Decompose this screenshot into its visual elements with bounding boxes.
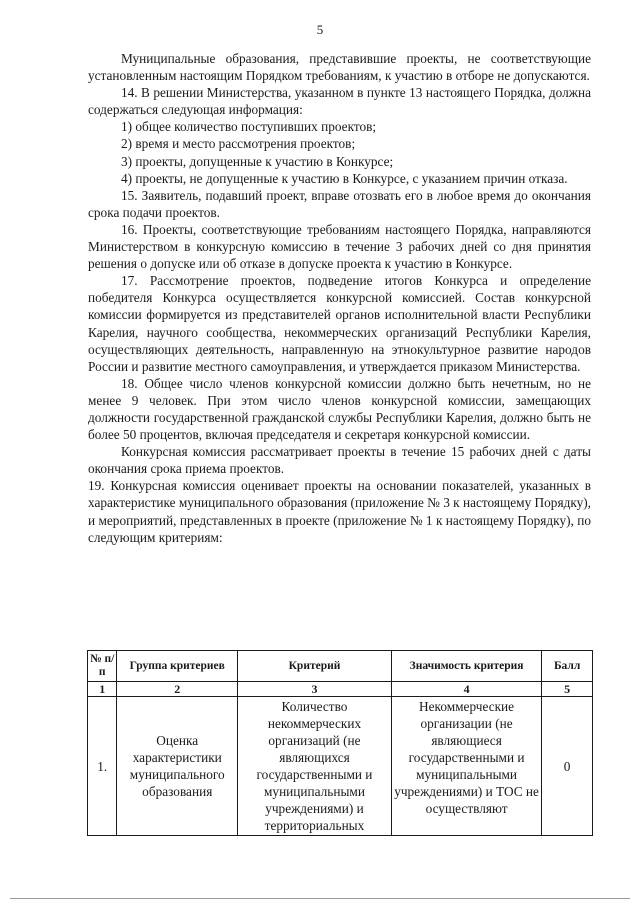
row-significance: Некоммерческие организации (не являющиеся государственными и муниципальными учреждениями) и ТОС не осуществляют (391, 697, 541, 836)
row-criterion: Количество некоммерческих организаций (не являющихся государственными и муниципальными учреждениями) и территориальных (238, 697, 392, 836)
row-criteria-group: Оценка характеристики муниципального образования (117, 697, 238, 836)
paragraph: 1) общее количество поступивших проектов; (121, 119, 377, 135)
column-number-row (88, 682, 593, 697)
paragraph: 18. Общее число членов конкурсной комиссии должно быть нечетным, но не менее 9 человек. При этом число членов конкурсной комиссии, замещающих должности государственной гражданской службы Республики Карелия, должно быть не более 50 процентов, включая председателя и секретаря конкурсной комиссии. (88, 375, 591, 443)
header-criterion: Критерий (238, 651, 392, 682)
column-number: 5 (542, 682, 593, 697)
paragraph: 16. Проекты, соответствующие требованиям настоящего Порядка, направляются Министерством в конкурсную комиссию в течение 3 рабочих дней со дня принятия решения о допуске или об отказе в допуске проекта к участию в Конкурсе. (88, 221, 591, 272)
column-number: 4 (391, 682, 541, 697)
header-number: № п/п (88, 651, 117, 682)
table-row (88, 697, 593, 836)
paragraph: 15. Заявитель, подавший проект, вправе отозвать его в любое время до окончания срока подачи проектов. (88, 187, 591, 220)
column-number: 3 (238, 682, 392, 697)
table-header-row (88, 651, 593, 682)
header-criteria-group: Группа критериев (117, 651, 238, 682)
row-number: 1. (88, 697, 117, 836)
page-number: 5 (316, 22, 324, 37)
paragraph: 2) время и место рассмотрения проектов; (121, 136, 356, 152)
page-bottom-edge (10, 898, 630, 899)
header-significance: Значимость критерия (391, 651, 541, 682)
paragraph: 4) проекты, не допущенные к участию в Конкурсе, с указанием причин отказа. (121, 170, 568, 186)
criteria-table (87, 650, 593, 836)
paragraph: 14. В решении Министерства, указанном в пункте 13 настоящего Порядка, должна содержаться следующая информация: (88, 85, 591, 118)
column-number: 2 (117, 682, 238, 697)
column-number: 1 (88, 682, 117, 697)
paragraph: 17. Рассмотрение проектов, подведение итогов Конкурса и определение победителя Конкурса осуществляется конкурсной комиссией. Состав конкурсной комиссии формируется из представителей органов исполнительной власти Республики Карелия, научного сообщества, некоммерческих организаций Республики Карелия, осуществляющих деятельность, направленную на этнокультурное развитие народов России и развитие местного самоуправления, и утверждается приказом Министерства. (88, 273, 591, 374)
paragraph: Муниципальные образования, представившие проекты, не соответствующие установленным настоящим Порядком требованиям, к участию в отборе не допускаются. (88, 51, 591, 84)
paragraph: 19. Конкурсная комиссия оценивает проекты на основании показателей, указанных в характеристике муниципального образования (приложение № 3 к настоящему Порядку), и мероприятий, представленных в проекте (приложение № 1 к настоящему Порядку), по следующим критериям: (88, 478, 592, 545)
paragraph: Конкурсная комиссия рассматривает проекты в течение 15 рабочих дней с даты окончания срока приема проектов. (88, 444, 591, 477)
document-body (88, 50, 591, 546)
paragraph: 3) проекты, допущенные к участию в Конкурсе; (121, 153, 394, 169)
header-score: Балл (542, 651, 593, 682)
row-score: 0 (542, 697, 593, 836)
